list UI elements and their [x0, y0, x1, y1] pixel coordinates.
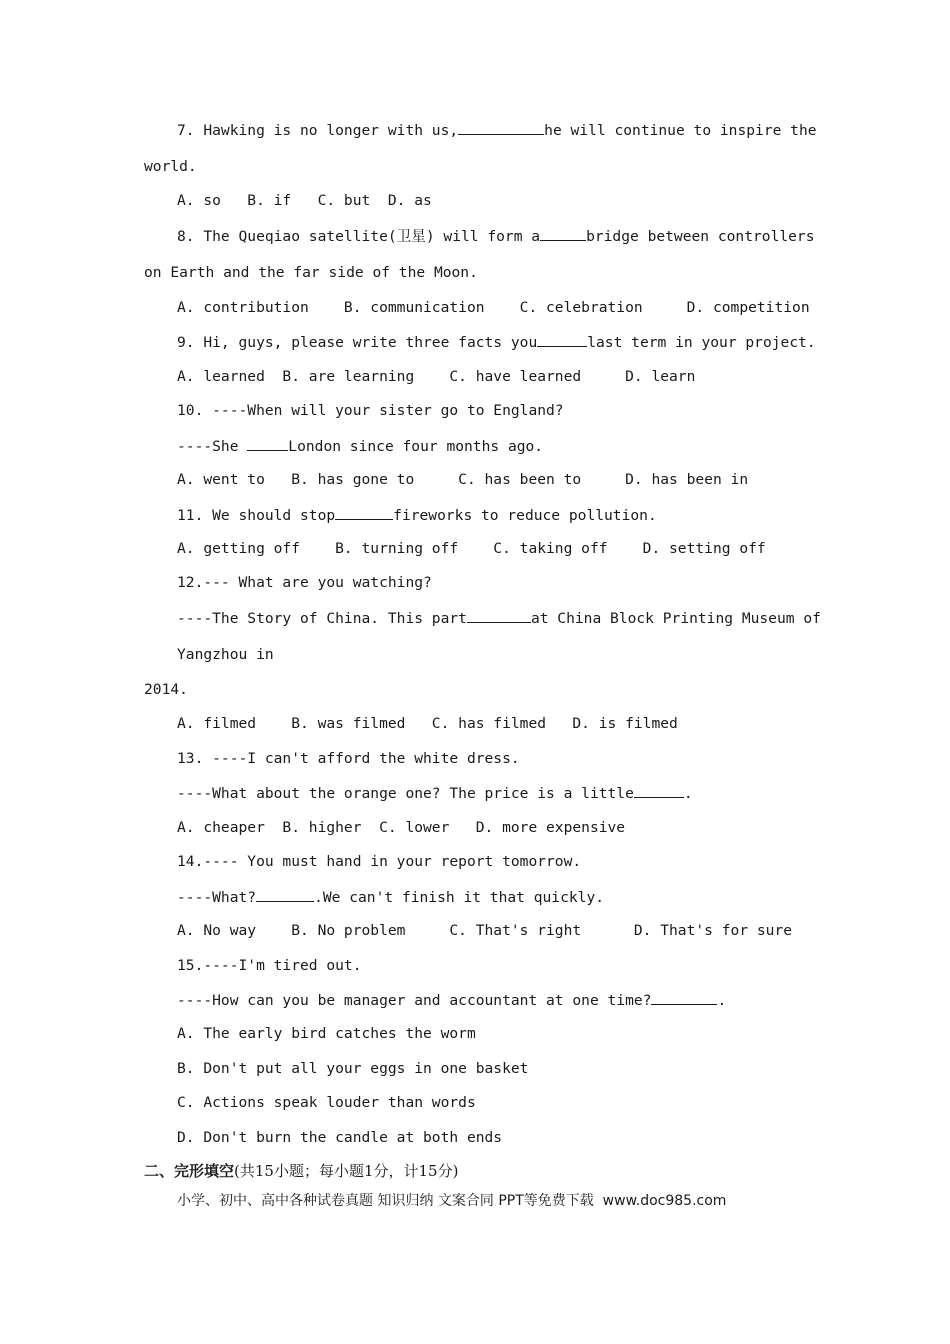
q12-stem: 12.--- What are you watching?: [177, 574, 432, 591]
q13-reply: ----What about the orange one? The price is a little .: [177, 785, 693, 802]
section-title: 二、完形填空: [144, 1162, 235, 1180]
q10-reply: ----She London since four months ago.: [177, 438, 544, 455]
q14-blank[interactable]: [256, 888, 314, 902]
q9-stem: 9. Hi, guys, please write three facts you last term in your project.: [177, 334, 816, 351]
q14-options: A. No way B. No problem C. That's right D. That's for sure: [177, 922, 793, 939]
q13-stem: 13. ----I can't afford the white dress.: [177, 750, 520, 767]
q8-stem-cont: on Earth and the far side of the Moon.: [144, 264, 478, 281]
q12-reply-year: 2014.: [144, 681, 188, 698]
q12-reply: ----The Story of China. This part at China Block Printing Museum of: [177, 610, 821, 627]
q8-options: A. contribution B. communication C. celebration D. competition: [177, 299, 810, 316]
q9-options: A. learned B. are learning C. have learned D. learn: [177, 368, 696, 385]
section-note: (共15小题；每小题1分，计15分): [234, 1162, 459, 1180]
q11-blank[interactable]: [335, 506, 393, 520]
q9-blank[interactable]: [537, 333, 587, 347]
q7-blank[interactable]: [458, 121, 544, 135]
q8-blank[interactable]: [540, 227, 586, 241]
footer-watermark: 小学、初中、高中各种试卷真题 知识归纳 文案合同 PPT等免费下载 www.doc985.com: [177, 1193, 727, 1209]
q7-stem-cont: world.: [144, 158, 197, 175]
q11-stem: 11. We should stop fireworks to reduce pollution.: [177, 507, 657, 524]
q12-blank[interactable]: [467, 609, 531, 623]
q12-options: A. filmed B. was filmed C. has filmed D. is filmed: [177, 715, 678, 732]
q12-reply-cont: Yangzhou in: [177, 646, 274, 663]
q10-blank[interactable]: [247, 437, 288, 451]
q13-options: A. cheaper B. higher C. lower D. more expensive: [177, 819, 626, 836]
q7-options: A. so B. if C. but D. as: [177, 192, 432, 209]
q8-stem: 8. The Queqiao satellite(卫星) will form a bridge between controllers: [177, 228, 815, 245]
q11-options: A. getting off B. turning off C. taking off D. setting off: [177, 540, 766, 557]
q15-option-c: C. Actions speak louder than words: [177, 1094, 476, 1111]
q10-stem: 10. ----When will your sister go to England?: [177, 402, 564, 419]
q14-stem: 14.---- You must hand in your report tomorrow.: [177, 853, 582, 870]
q15-stem: 15.----I'm tired out.: [177, 957, 362, 974]
q15-reply: ----How can you be manager and accountant at one time? .: [177, 992, 727, 1009]
q13-blank[interactable]: [634, 784, 684, 798]
q10-options: A. went to B. has gone to C. has been to D. has been in: [177, 471, 749, 488]
q15-option-a: A. The early bird catches the worm: [177, 1025, 476, 1042]
q15-option-d: D. Don't burn the candle at both ends: [177, 1129, 503, 1146]
q15-option-b: B. Don't put all your eggs in one basket: [177, 1060, 529, 1077]
q14-reply: ----What? .We can't finish it that quickly.: [177, 889, 605, 906]
q15-blank[interactable]: [651, 991, 717, 1005]
q7-stem: 7. Hawking is no longer with us, he will continue to inspire the: [177, 122, 817, 139]
section-heading: [144, 1162, 458, 1180]
